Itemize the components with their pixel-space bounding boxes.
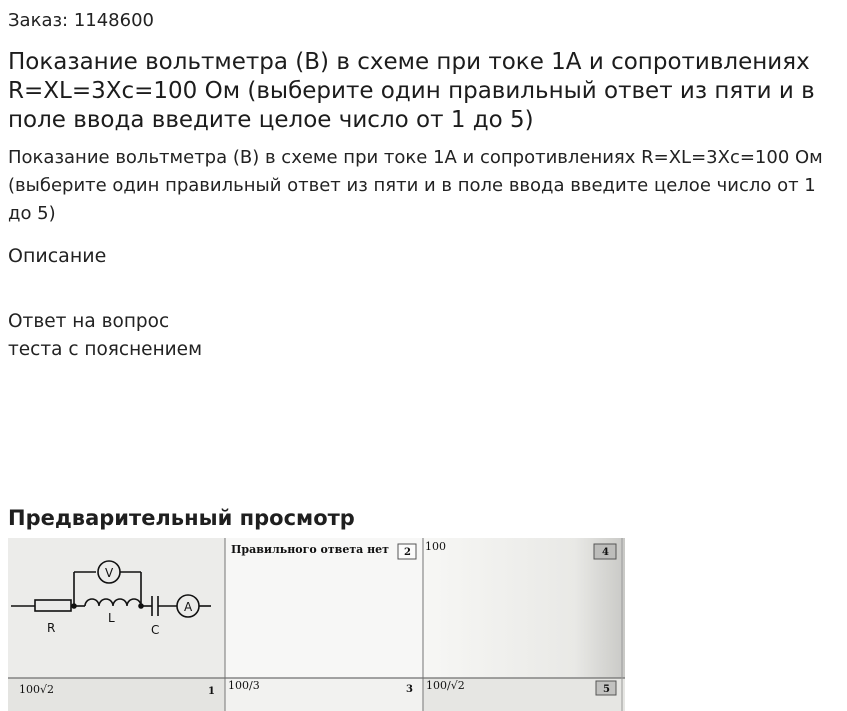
resistor-label: R	[47, 621, 56, 635]
voltmeter-label: V	[105, 566, 114, 580]
option-number: 1	[208, 686, 215, 697]
option-number: 4	[602, 547, 609, 558]
question-text: Показание вольтметра (В) в схеме при токе 1А и сопротивлениях R=XL=3Xc=100 Ом (выберите один правильный ответ из пяти и в поле ввода введите целое число от 1 до 5)	[8, 147, 823, 224]
answer-description	[8, 308, 202, 364]
answer-line: Ответ на вопрос	[8, 311, 170, 332]
preview-image[interactable]	[8, 538, 625, 711]
description-heading: Описание	[8, 245, 107, 267]
option-cell-2	[225, 538, 423, 678]
answer-line: теста с пояснением	[8, 339, 203, 360]
order-number: Заказ: 1148600	[8, 10, 154, 31]
option-text: 100/3	[228, 679, 260, 692]
option-text: 100	[425, 540, 446, 553]
capacitor-label: C	[151, 623, 160, 637]
option-number: 3	[406, 684, 413, 695]
option-number: 2	[404, 547, 411, 558]
preview-heading: Предварительный просмотр	[8, 506, 355, 530]
option-number: 5	[603, 684, 610, 695]
inductor-label: L	[108, 611, 115, 625]
option-text: 100√2	[19, 683, 55, 696]
ammeter-label: A	[184, 600, 193, 614]
option-text: 100/√2	[426, 679, 465, 692]
preview-svg	[8, 538, 625, 711]
page-title: Показание вольтметра (В) в схеме при токе 1А и сопротивлениях R=XL=3Xc=100 Ом (выберите один правильный ответ из пяти и в поле ввода введите целое число от 1 до 5)	[8, 49, 815, 133]
option-text: Правильного ответа нет	[231, 543, 389, 556]
